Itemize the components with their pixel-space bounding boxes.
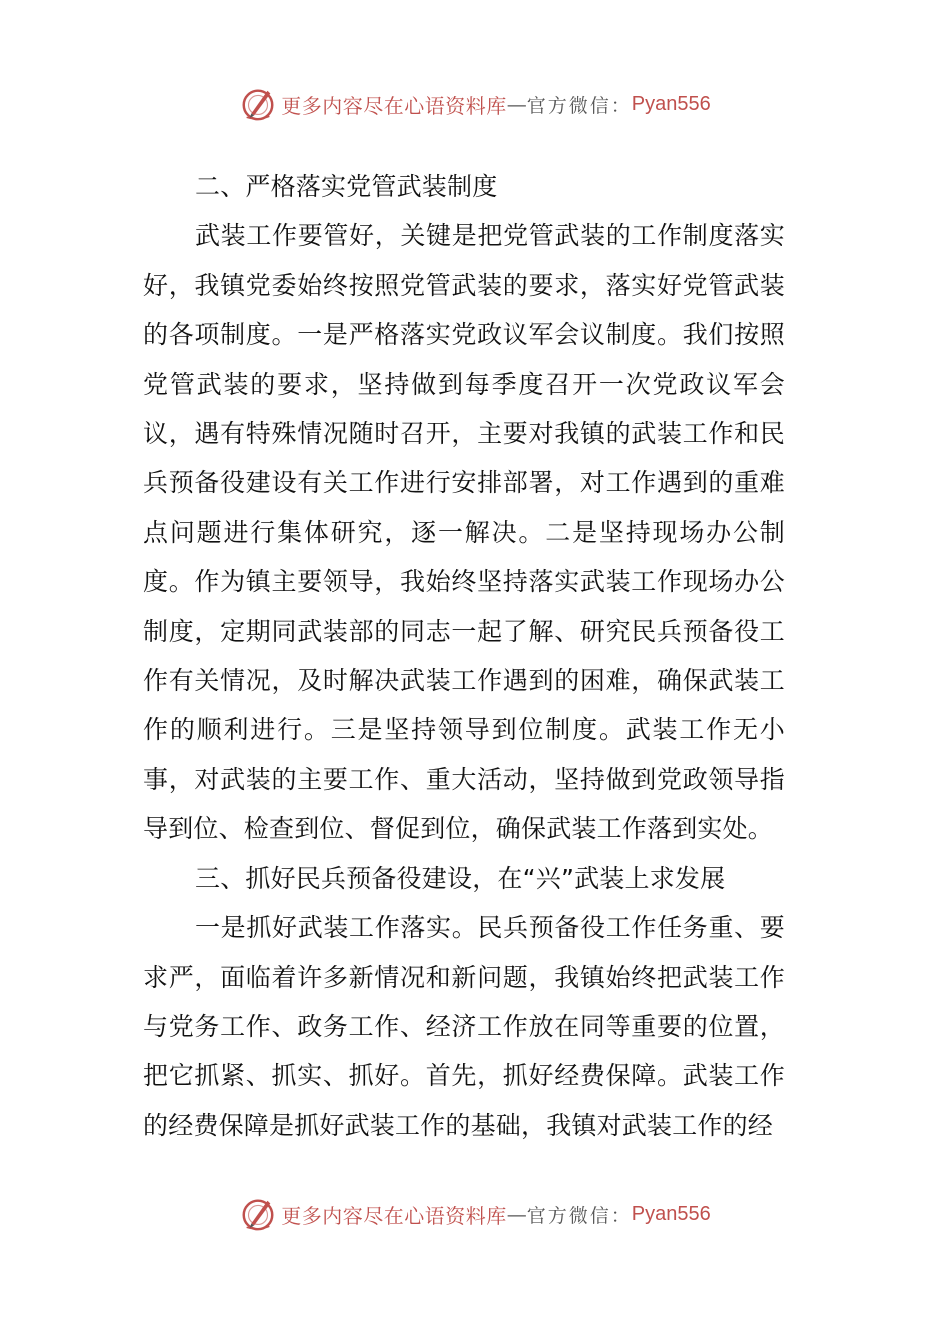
document-body [143,162,785,1150]
quill-pen-logo-icon [239,1195,277,1233]
quill-pen-logo-icon [239,85,277,123]
watermark-dash: — [506,92,527,116]
watermark-wechat-id: Pyan556 [631,92,711,115]
watermark-dash: — [506,1202,527,1226]
watermark-wechat-label: 官方微信： [526,1204,632,1227]
footer-watermark-banner [0,1192,950,1236]
watermark-text: 更多内容尽在心语资料库 [281,93,507,118]
watermark-wechat-id: Pyan556 [631,1202,711,1225]
watermark-text: 更多内容尽在心语资料库 [281,1203,507,1228]
paragraph-section-2: 武装工作要管好，关键是把党管武装的工作制度落实好，我镇党委始终按照党管武装的要求，落实好党管武装的各项制度。一是严格落实党政议军会议制度。我们按照党管武装的要求，坚持做到每季度召开一次党政议军会议，遇有特殊情况随时召开，主要对我镇的武装工作和民兵预备役建设有关工作进行安排部署，对工作遇到的重难点问题进行集体研究，逐一解决。二是坚持现场办公制度。作为镇主要领导，我始终坚持落实武装工作现场办公制度，定期同武装部的同志一起了解、研究民兵预备役工作有关情况，及时解决武装工作遇到的困难，确保武装工作的顺利进行。三是坚持领导到位制度。武装工作无小事，对武装的主要工作、重大活动，坚持做到党政领导指导到位、检查到位、督促到位，确保武装工作落到实处。 [143,221,785,844]
paragraph-section-3: 一是抓好武装工作落实。民兵预备役工作任务重、要求严，面临着许多新情况和新问题，我镇始终把武装工作与党务工作、政务工作、经济工作放在同等重要的位置，把它抓紧、抓实、抓好。首先，抓好经费保障。武装工作的经费保障是抓好武装工作的基础，我镇对武装工作的经 [143,913,785,1140]
watermark-wechat-label: 官方微信： [526,94,632,117]
section-heading-3: 三、抓好民兵预备役建设，在“兴”武装上求发展 [195,863,726,893]
section-heading-2: 二、严格落实党管武装制度 [195,172,498,201]
header-watermark-banner [0,82,950,126]
